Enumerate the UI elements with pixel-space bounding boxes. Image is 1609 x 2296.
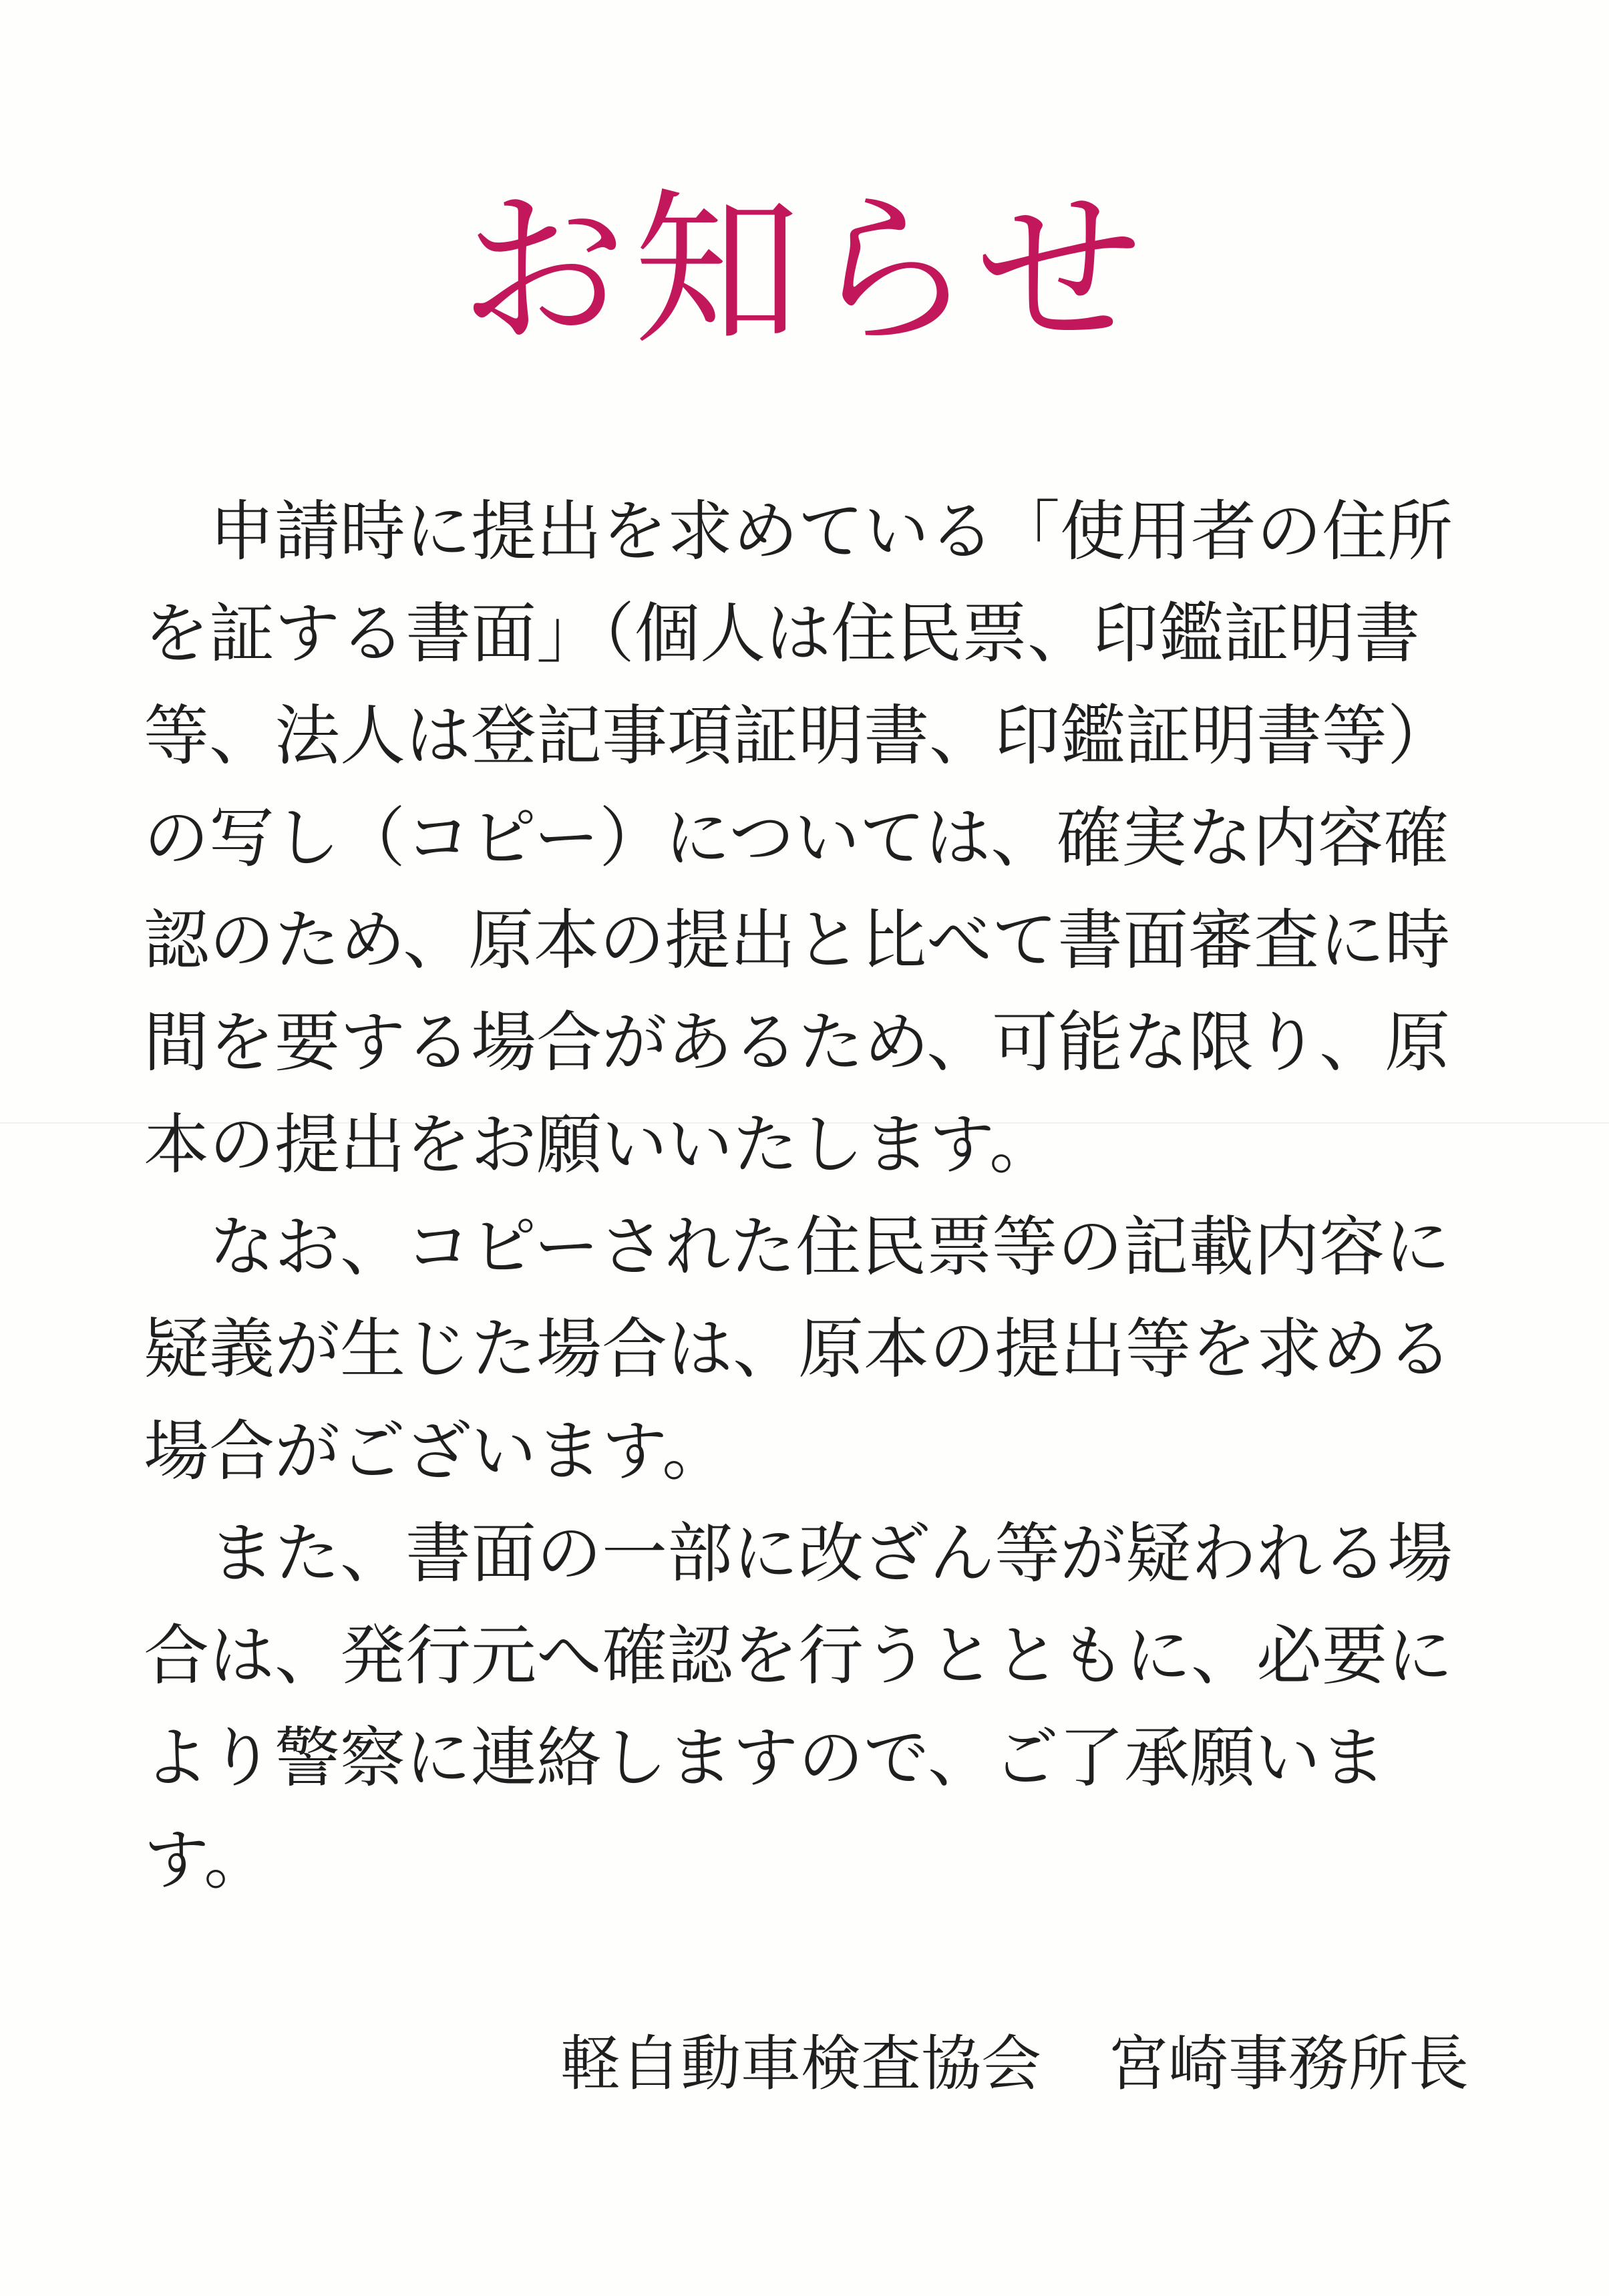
signature-office: 宮崎事務所長 [1108,2029,1469,2099]
signature [560,2021,1469,2108]
notice-body [144,481,1453,1912]
notice-title: お知らせ [460,173,1149,367]
signature-organization: 軽自動車検査協会 [560,2029,1041,2099]
notice-paragraph-2: なお、コピーされた住民票等の記載内容に疑義が生じた場合は、原本の提出等を求める場合がございます。 [144,1209,1453,1490]
notice-paragraph-1: 申請時に提出を求めている「使用者の住所を証する書面」（個人は住民票、印鑑証明書等、法人は登記事項証明書、印鑑証明書等）の写し（コピー）については、確実な内容確認のため、原本の提出と比べて書面審査に時間を要する場合があるため、可能な限り、原本の提出をお願いいたします。 [144,494,1453,1183]
notice-paragraph-3: また、書面の一部に改ざん等が疑われる場合は、発行元へ確認を行うとともに、必要により警察に連絡しますので、ご了承願います。 [144,1516,1453,1899]
